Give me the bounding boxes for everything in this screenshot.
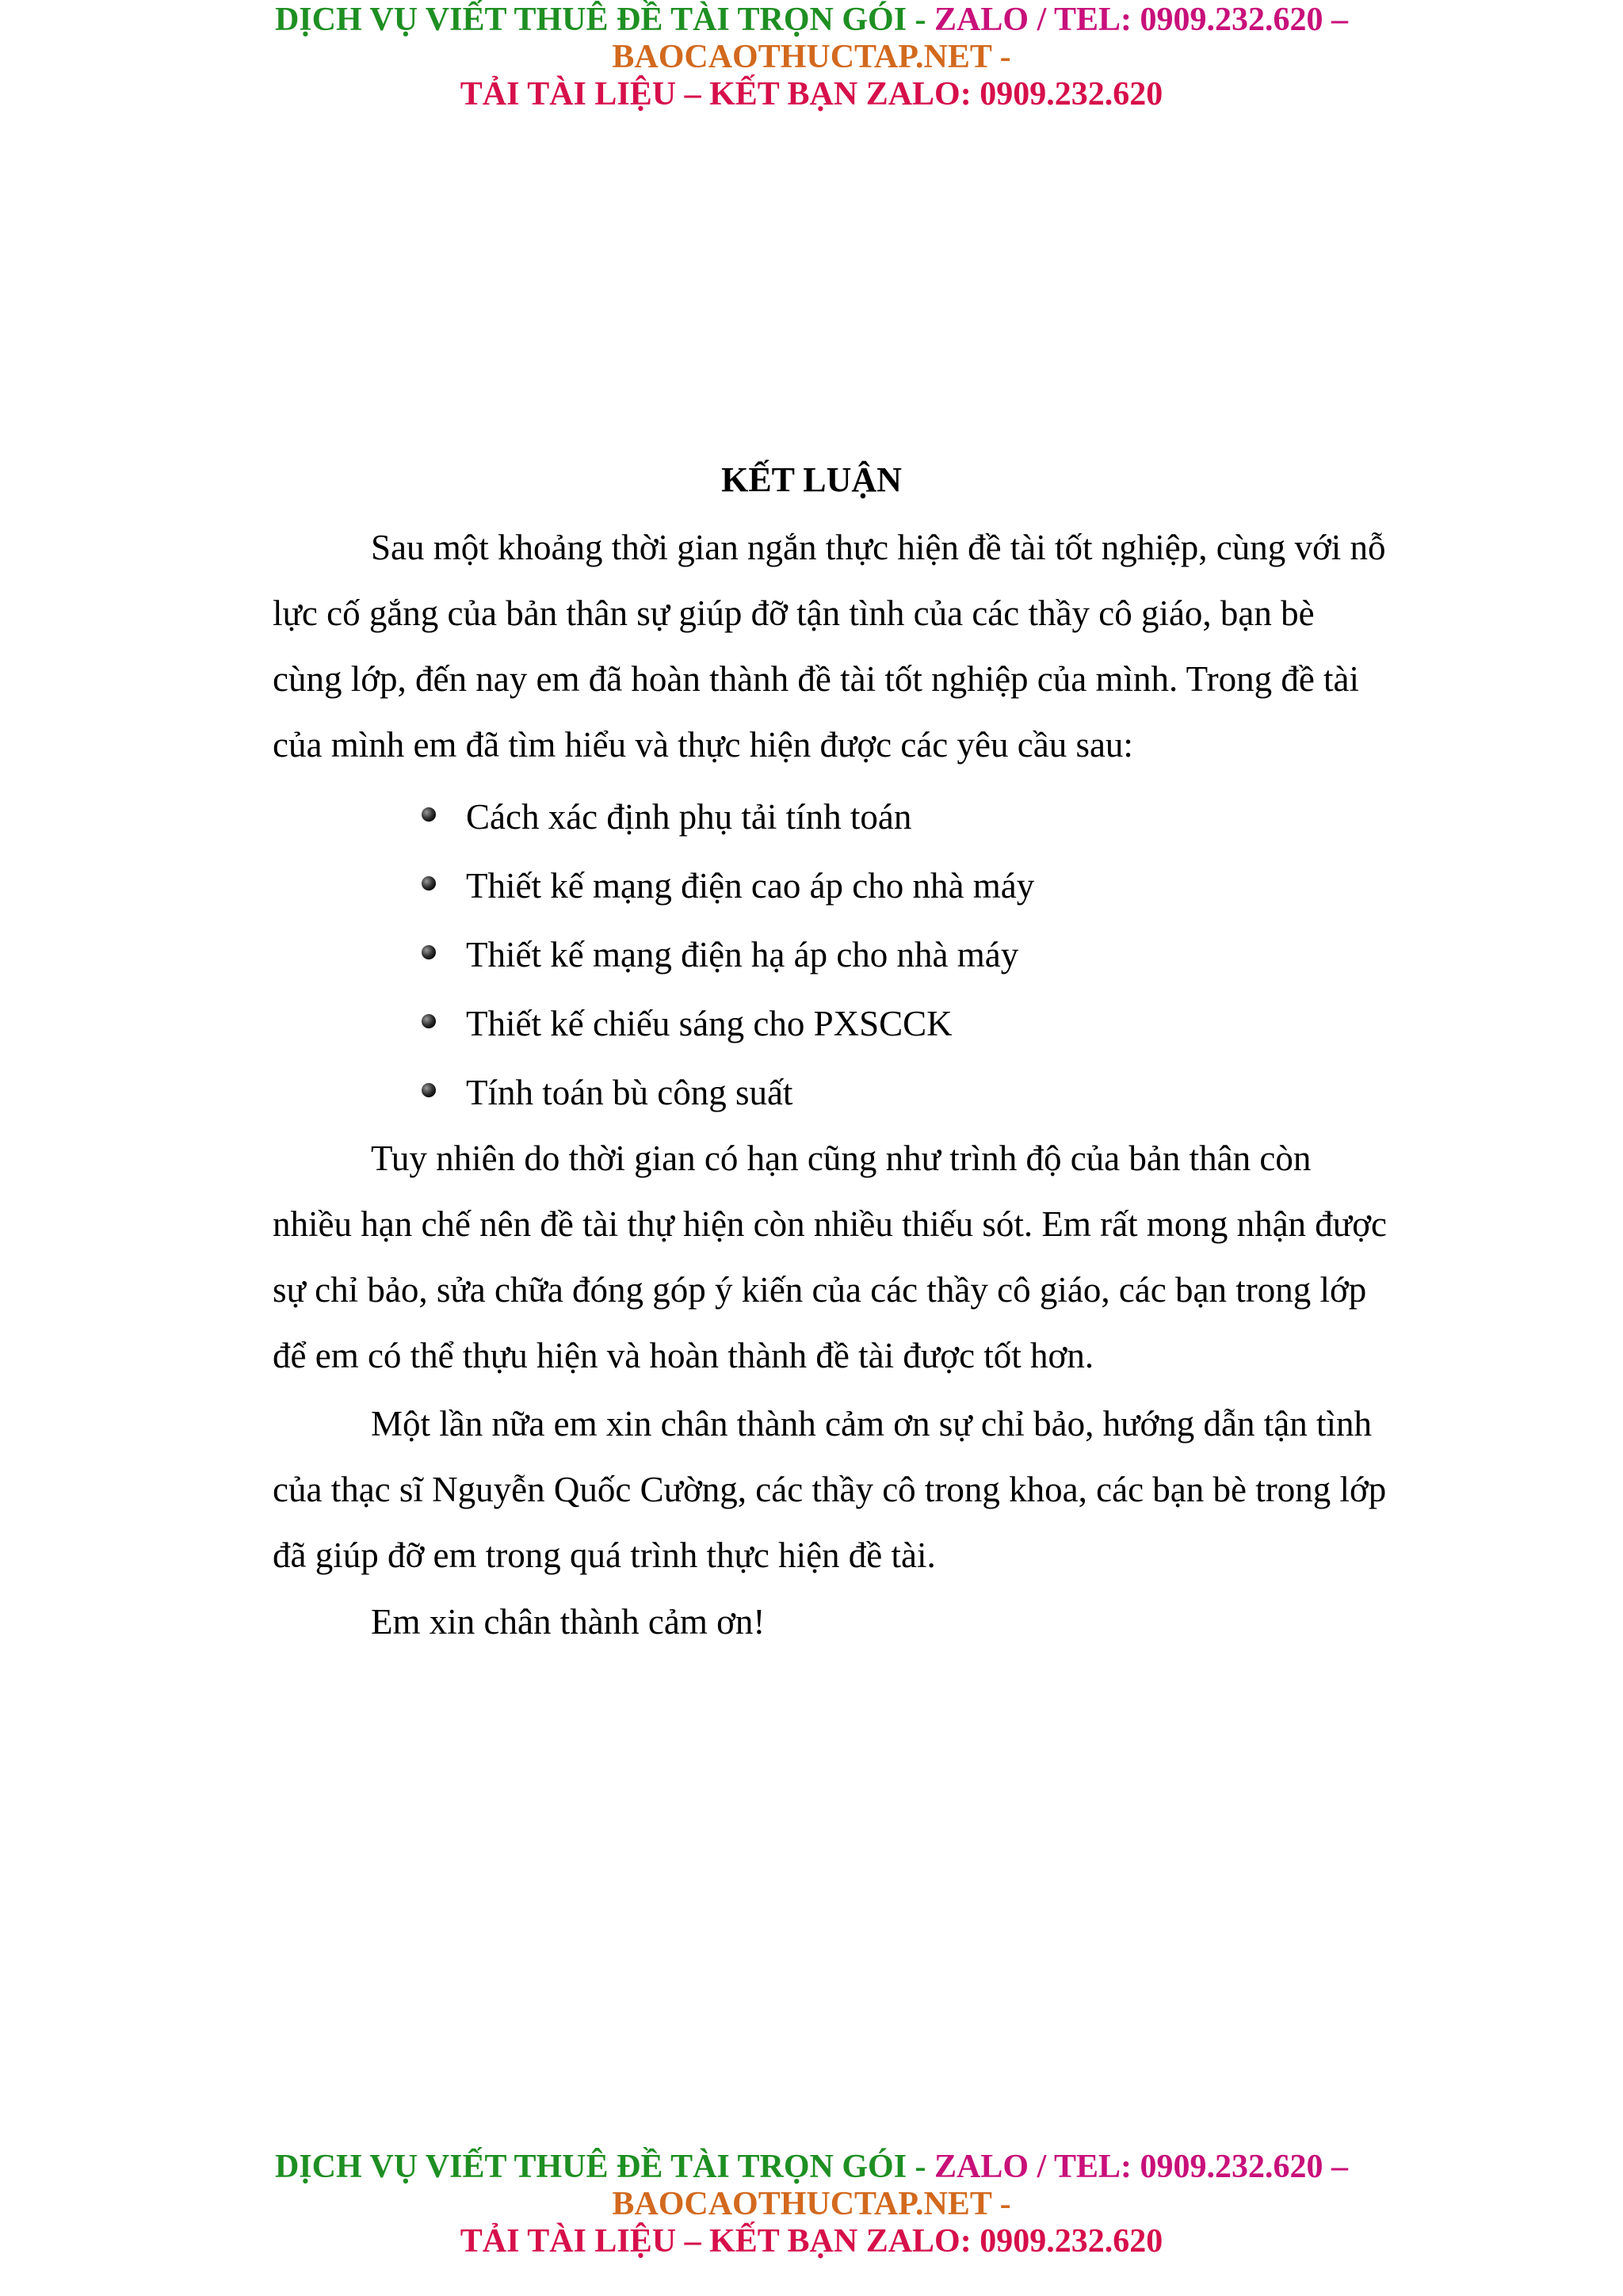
- list-item-text: Thiết kế chiếu sáng cho PXSCCK: [466, 1004, 953, 1043]
- bullet-dot-icon: [422, 945, 436, 959]
- intro-paragraph: [273, 515, 1471, 778]
- closing-paragraph: [273, 1589, 1471, 1655]
- list-item: [420, 1058, 1450, 1127]
- intro-line: cùng lớp, đến nay em đã hoàn thành đề tài tốt nghiệp của mình. Trong đề tài: [273, 659, 1360, 699]
- footer-banner: [0, 2149, 1623, 2260]
- list-item: [420, 921, 1450, 990]
- bullet-dot-icon: [422, 1014, 436, 1028]
- footer-contact-text: ZALO / TEL: 0909.232.620 –: [934, 2149, 1349, 2185]
- intro-line: Sau một khoảng thời gian ngắn thực hiện đề tài tốt nghiệp, cùng với nỗ: [371, 528, 1386, 567]
- footer-banner-line-1: [0, 2149, 1623, 2186]
- list-item: [420, 990, 1450, 1058]
- intro-line: lực cố gắng của bản thân sự giúp đỡ tận tình của các thầy cô giáo, bạn bè: [273, 593, 1315, 633]
- footer-website-text: BAOCAOTHUCTAP.NET -: [612, 2186, 1011, 2222]
- list-item-text: Thiết kế mạng điện hạ áp cho nhà máy: [466, 935, 1019, 974]
- bullet-dot-icon: [422, 1083, 436, 1097]
- thanks-paragraph: [273, 1391, 1471, 1589]
- header-banner-line-1: [0, 2, 1623, 39]
- limitation-line: sự chỉ bảo, sửa chữa đóng góp ý kiến của các thầy cô giáo, các bạn trong lớp: [273, 1270, 1367, 1310]
- bullet-dot-icon: [422, 876, 436, 891]
- closing-line: Em xin chân thành cảm ơn!: [371, 1602, 766, 1642]
- footer-download-text: TẢI TÀI LIỆU – KẾT BẠN ZALO: 0909.232.620: [460, 2223, 1163, 2260]
- header-contact-text: ZALO / TEL: 0909.232.620 –: [934, 2, 1349, 38]
- limitation-line: Tuy nhiên do thời gian có hạn cũng như trình độ của bản thân còn: [371, 1138, 1312, 1178]
- list-item-text: Cách xác định phụ tải tính toán: [466, 797, 912, 837]
- header-website-text: BAOCAOTHUCTAP.NET -: [612, 39, 1011, 75]
- intro-line: của mình em đã tìm hiểu và thực hiện được các yêu cầu sau:: [273, 725, 1133, 765]
- footer-service-text: DỊCH VỤ VIẾT THUÊ ĐỀ TÀI TRỌN GÓI -: [274, 2149, 935, 2185]
- list-item: [420, 852, 1450, 921]
- requirements-list: [420, 783, 1450, 1127]
- list-item: [420, 783, 1450, 852]
- limitation-line: nhiều hạn chế nên đề tài thự hiện còn nhiều thiếu sót. Em rất mong nhận được: [273, 1204, 1387, 1244]
- thanks-line: của thạc sĩ Nguyễn Quốc Cường, các thầy cô trong khoa, các bạn bè trong lớp: [273, 1470, 1387, 1509]
- list-item-text: Thiết kế mạng điện cao áp cho nhà máy: [466, 866, 1035, 906]
- document-title: KẾT LUẬN: [721, 460, 902, 499]
- list-item-text: Tính toán bù công suất: [466, 1073, 793, 1112]
- bullet-dot-icon: [422, 807, 436, 822]
- header-download-text: TẢI TÀI LIỆU – KẾT BẠN ZALO: 0909.232.620: [460, 76, 1163, 113]
- thanks-line: đã giúp đỡ em trong quá trình thực hiện đề tài.: [273, 1535, 936, 1575]
- header-banner: [0, 2, 1623, 113]
- limitation-line: để em có thể thựu hiện và hoàn thành đề tài được tốt hơn.: [273, 1336, 1094, 1375]
- thanks-line: Một lần nữa em xin chân thành cảm ơn sự chỉ bảo, hướng dẫn tận tình: [371, 1404, 1372, 1444]
- limitation-paragraph: [273, 1126, 1471, 1389]
- header-service-text: DỊCH VỤ VIẾT THUÊ ĐỀ TÀI TRỌN GÓI -: [274, 2, 935, 38]
